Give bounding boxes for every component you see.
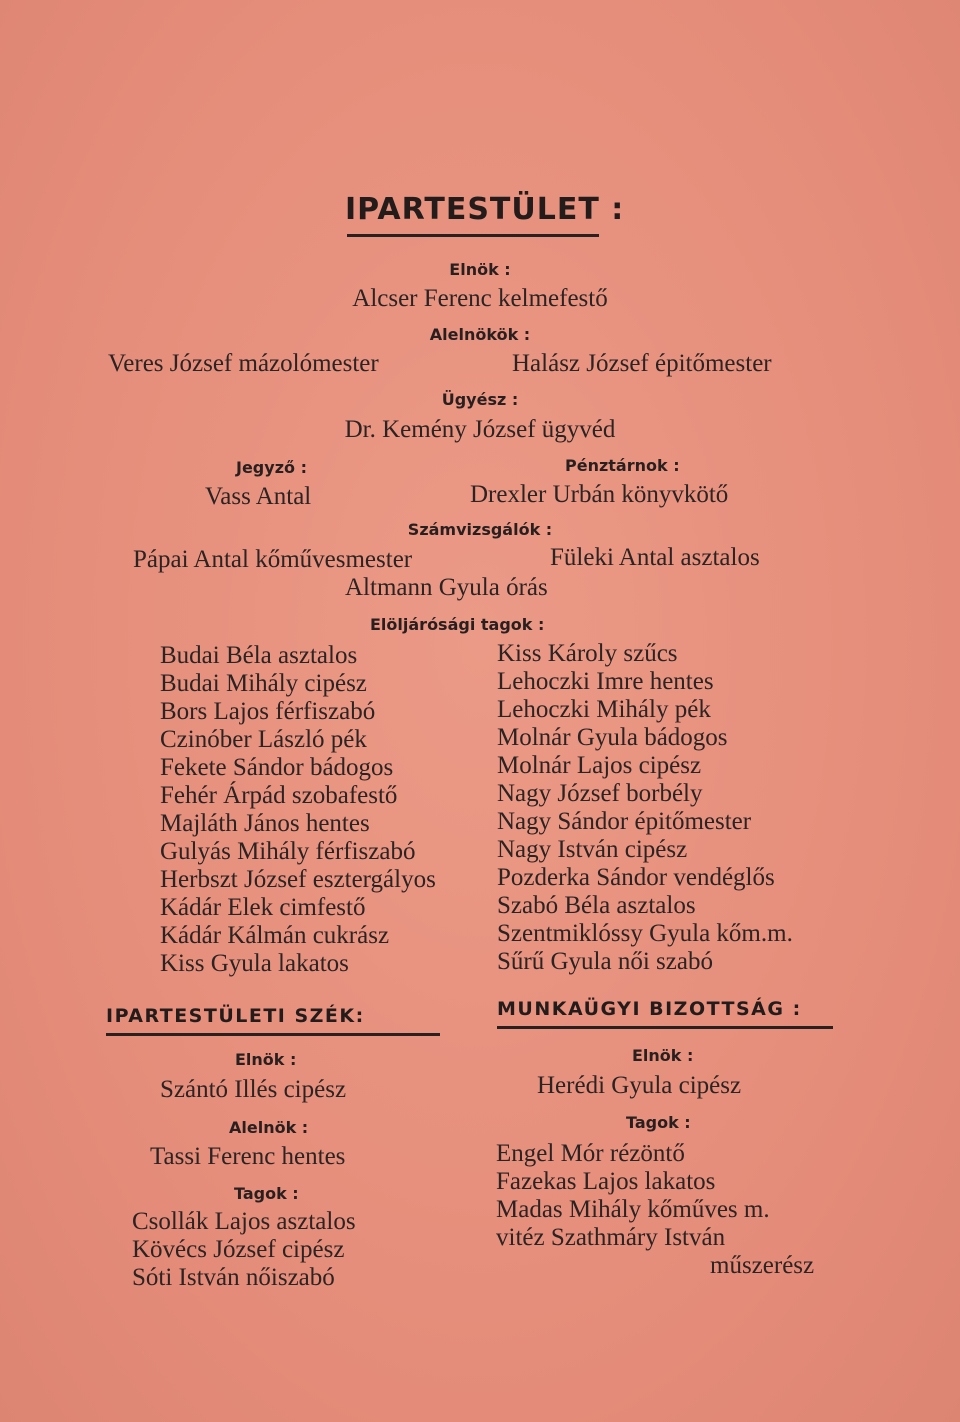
eloljarosagi-left-list [160,642,436,978]
list-item: Fekete Sándor bádogos [160,754,394,781]
list-item: Molnár Lajos cipész [497,752,702,779]
alelnok-2: Halász József épitőmester [512,350,772,377]
list-item: Bors Lajos férfiszabó [160,698,376,725]
list-item: Gulyás Mihály férfiszabó [160,838,416,865]
munkaugyi-tagok-list [496,1140,770,1252]
eloljarosagi-right-list [497,640,793,976]
list-item: Fazekas Lajos lakatos [496,1168,716,1195]
list-item: Czinóber László pék [160,726,367,753]
szek-title: IPARTESTÜLETI SZÉK: [106,1005,365,1027]
munkaugyi-tagok-continuation: műszerész [710,1252,815,1279]
list-item: Sóti István nőiszabó [132,1264,335,1291]
szek-title-underline [106,1033,440,1036]
szamvizsgalo-3: Altmann Gyula órás [345,574,548,601]
jegyzo-label: Jegyző : [236,458,307,477]
list-item: Majláth János hentes [160,810,370,837]
list-item: Kádár Elek cimfestő [160,894,366,921]
list-item: vitéz Szathmáry István [496,1224,726,1251]
main-title-underline [347,234,599,237]
list-item: Sűrű Gyula női szabó [497,948,713,975]
penztarnok-name: Drexler Urbán könyvkötő [470,481,729,508]
szek-elnok-label: Elnök : [235,1050,297,1069]
elnok-label: Elnök : [449,260,511,279]
list-item: Szabó Béla asztalos [497,892,696,919]
list-item: Molnár Gyula bádogos [497,724,728,751]
jegyzo-name: Vass Antal [205,483,312,510]
list-item: Lehoczki Mihály pék [497,696,711,723]
list-item: Csollák Lajos asztalos [132,1208,356,1235]
list-item: Nagy Sándor épitőmester [497,808,752,835]
elnok-name: Alcser Ferenc kelmefestő [352,285,608,312]
ugyesz-name: Dr. Kemény József ügyvéd [344,416,616,443]
eloljarosagi-label: Elöljárósági tagok : [370,615,545,634]
list-item: Lehoczki Imre hentes [497,668,714,695]
munkaugyi-title: MUNKAÜGYI BIZOTTSÁG : [497,998,802,1020]
munkaugyi-tagok-label: Tagok : [626,1113,691,1132]
munkaugyi-elnok-name: Herédi Gyula cipész [537,1072,742,1099]
szek-elnok-name: Szántó Illés cipész [160,1076,347,1103]
list-item: Nagy József borbély [497,780,703,807]
szamvizsgalok-label: Számvizsgálók : [407,520,553,539]
alelnok-1: Veres József mázolómester [108,350,379,377]
penztarnok-label: Pénztárnok : [565,456,680,475]
list-item: Budai Béla asztalos [160,642,358,669]
list-item: Pozderka Sándor vendéglős [497,864,775,891]
main-title: IPARTESTÜLET : [345,192,625,227]
alelnokok-label: Alelnökök : [429,325,531,344]
list-item: Madas Mihály kőműves m. [496,1196,770,1223]
munkaugyi-title-underline [497,1026,833,1029]
ugyesz-label: Ügyész : [441,390,519,409]
szek-tagok-label: Tagok : [234,1184,299,1203]
list-item: Szentmiklóssy Gyula kőm.m. [497,920,793,947]
list-item: Kiss Gyula lakatos [160,950,349,977]
szek-alelnok-name: Tassi Ferenc hentes [150,1143,346,1170]
list-item: Herbszt József esztergályos [160,866,436,893]
szamvizsgalo-1: Pápai Antal kőművesmester [133,546,413,573]
szamvizsgalo-2: Füleki Antal asztalos [550,544,760,571]
list-item: Kiss Károly szűcs [497,640,678,667]
list-item: Nagy István cipész [497,836,688,863]
list-item: Fehér Árpád szobafestő [160,782,398,809]
list-item: Budai Mihály cipész [160,670,367,697]
list-item: Kádár Kálmán cukrász [160,922,390,949]
munkaugyi-elnok-label: Elnök : [632,1046,694,1065]
szek-tagok-list [132,1208,356,1292]
list-item: Engel Mór rézöntő [496,1140,685,1167]
szek-alelnok-label: Alelnök : [229,1118,309,1137]
list-item: Kövécs József cipész [132,1236,345,1263]
